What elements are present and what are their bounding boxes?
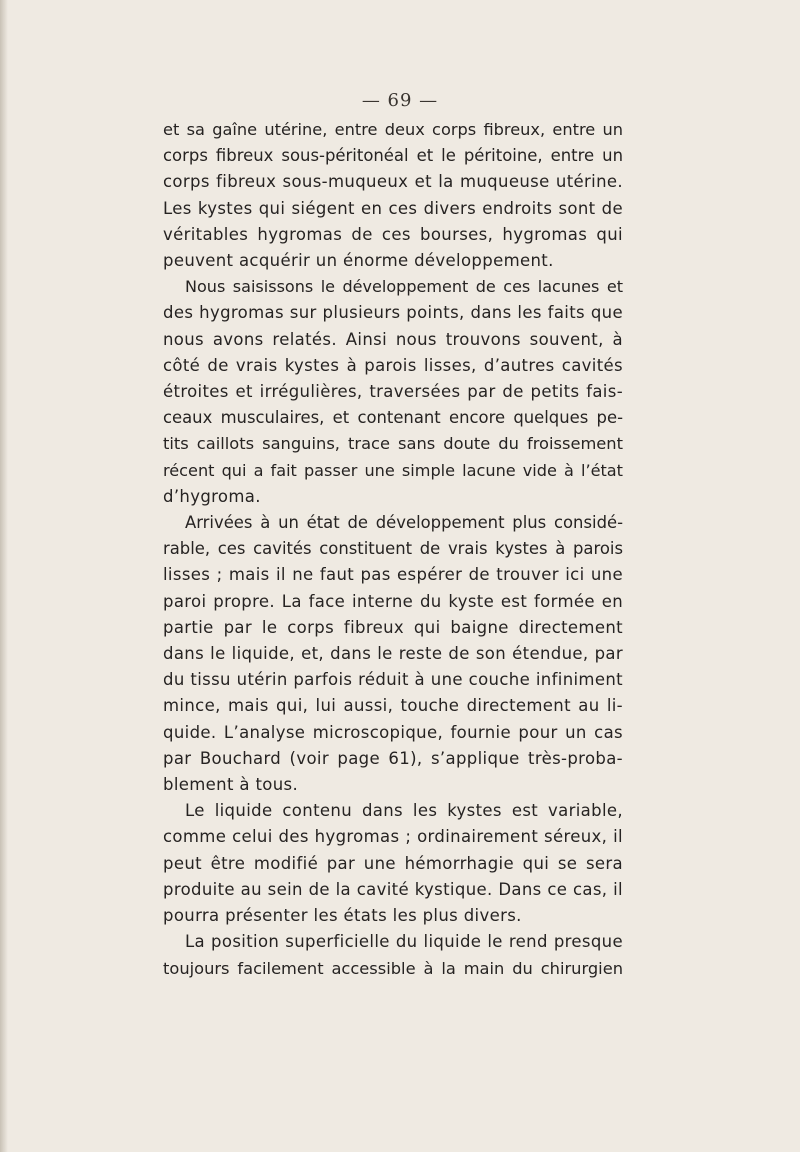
paragraph [163, 117, 623, 274]
text-line: Les kystes qui siégent en ces divers endroits sont de [163, 198, 623, 218]
text-line: pourra présenter les états les plus divers. [163, 906, 522, 926]
text-line: dans le liquide, et, dans le reste de son étendue, par [163, 644, 623, 664]
text-line: comme celui des hygromas ; ordinairement séreux, il [163, 827, 623, 847]
text-line: côté de vrais kystes à parois lisses, d’autres cavités [163, 355, 623, 375]
text-line: La position superficielle du liquide le rend presque [185, 932, 623, 952]
paragraph [163, 510, 623, 798]
text-line: étroites et irrégulières, traversées par de petits fais- [163, 382, 623, 402]
text-line: corps fibreux sous-muqueux et la muqueuse utérine. [163, 172, 623, 192]
text-line: mince, mais qui, lui aussi, touche directement au li- [163, 696, 623, 716]
text-line: ceaux musculaires, et contenant encore quelques pe- [163, 408, 623, 428]
body-text [163, 117, 623, 982]
text-line: Arrivées à un état de développement plus considé- [185, 513, 623, 533]
page-binding-shadow [0, 0, 8, 1152]
paragraph [163, 929, 623, 981]
text-line: quide. L’analyse microscopique, fournie pour un cas [163, 722, 623, 742]
page-number: — 69 — [361, 90, 439, 111]
text-line: récent qui a fait passer une simple lacune vide à l’état [163, 460, 623, 480]
text-line: tits caillots sanguins, trace sans doute du froissement [163, 434, 623, 454]
text-line: par Bouchard (voir page 61), s’applique très-proba- [163, 748, 623, 768]
text-line: partie par le corps fibreux qui baigne directement [163, 617, 623, 637]
text-line: nous avons relatés. Ainsi nous trouvons souvent, à [163, 329, 623, 349]
text-line: rable, ces cavités constituent de vrais kystes à parois [163, 539, 623, 559]
text-line: d’hygroma. [163, 486, 261, 506]
text-line: blement à tous. [163, 775, 299, 795]
text-line: toujours facilement accessible à la main du chirurgien [163, 958, 623, 978]
text-line: lisses ; mais il ne faut pas espérer de trouver ici une [163, 565, 623, 585]
text-line: produite au sein de la cavité kystique. Dans ce cas, il [163, 879, 623, 899]
text-line: corps fibreux sous-péritonéal et le péritoine, entre un [163, 146, 623, 166]
text-line: peuvent acquérir un énorme développement. [163, 251, 554, 271]
text-line: des hygromas sur plusieurs points, dans les faits que [163, 303, 623, 323]
text-line: et sa gaîne utérine, entre deux corps fibreux, entre un [163, 120, 623, 139]
paragraph [163, 274, 623, 510]
text-line: peut être modifié par une hémorrhagie qui se sera [163, 853, 623, 873]
paragraph [163, 798, 623, 929]
text-line: Le liquide contenu dans les kystes est variable, [185, 801, 623, 821]
text-line: véritables hygromas de ces bourses, hygromas qui [163, 224, 623, 244]
text-line: du tissu utérin parfois réduit à une couche infiniment [163, 670, 623, 690]
text-line: Nous saisissons le développement de ces lacunes et [185, 277, 623, 297]
text-line: paroi propre. La face interne du kyste est formée en [163, 591, 623, 611]
